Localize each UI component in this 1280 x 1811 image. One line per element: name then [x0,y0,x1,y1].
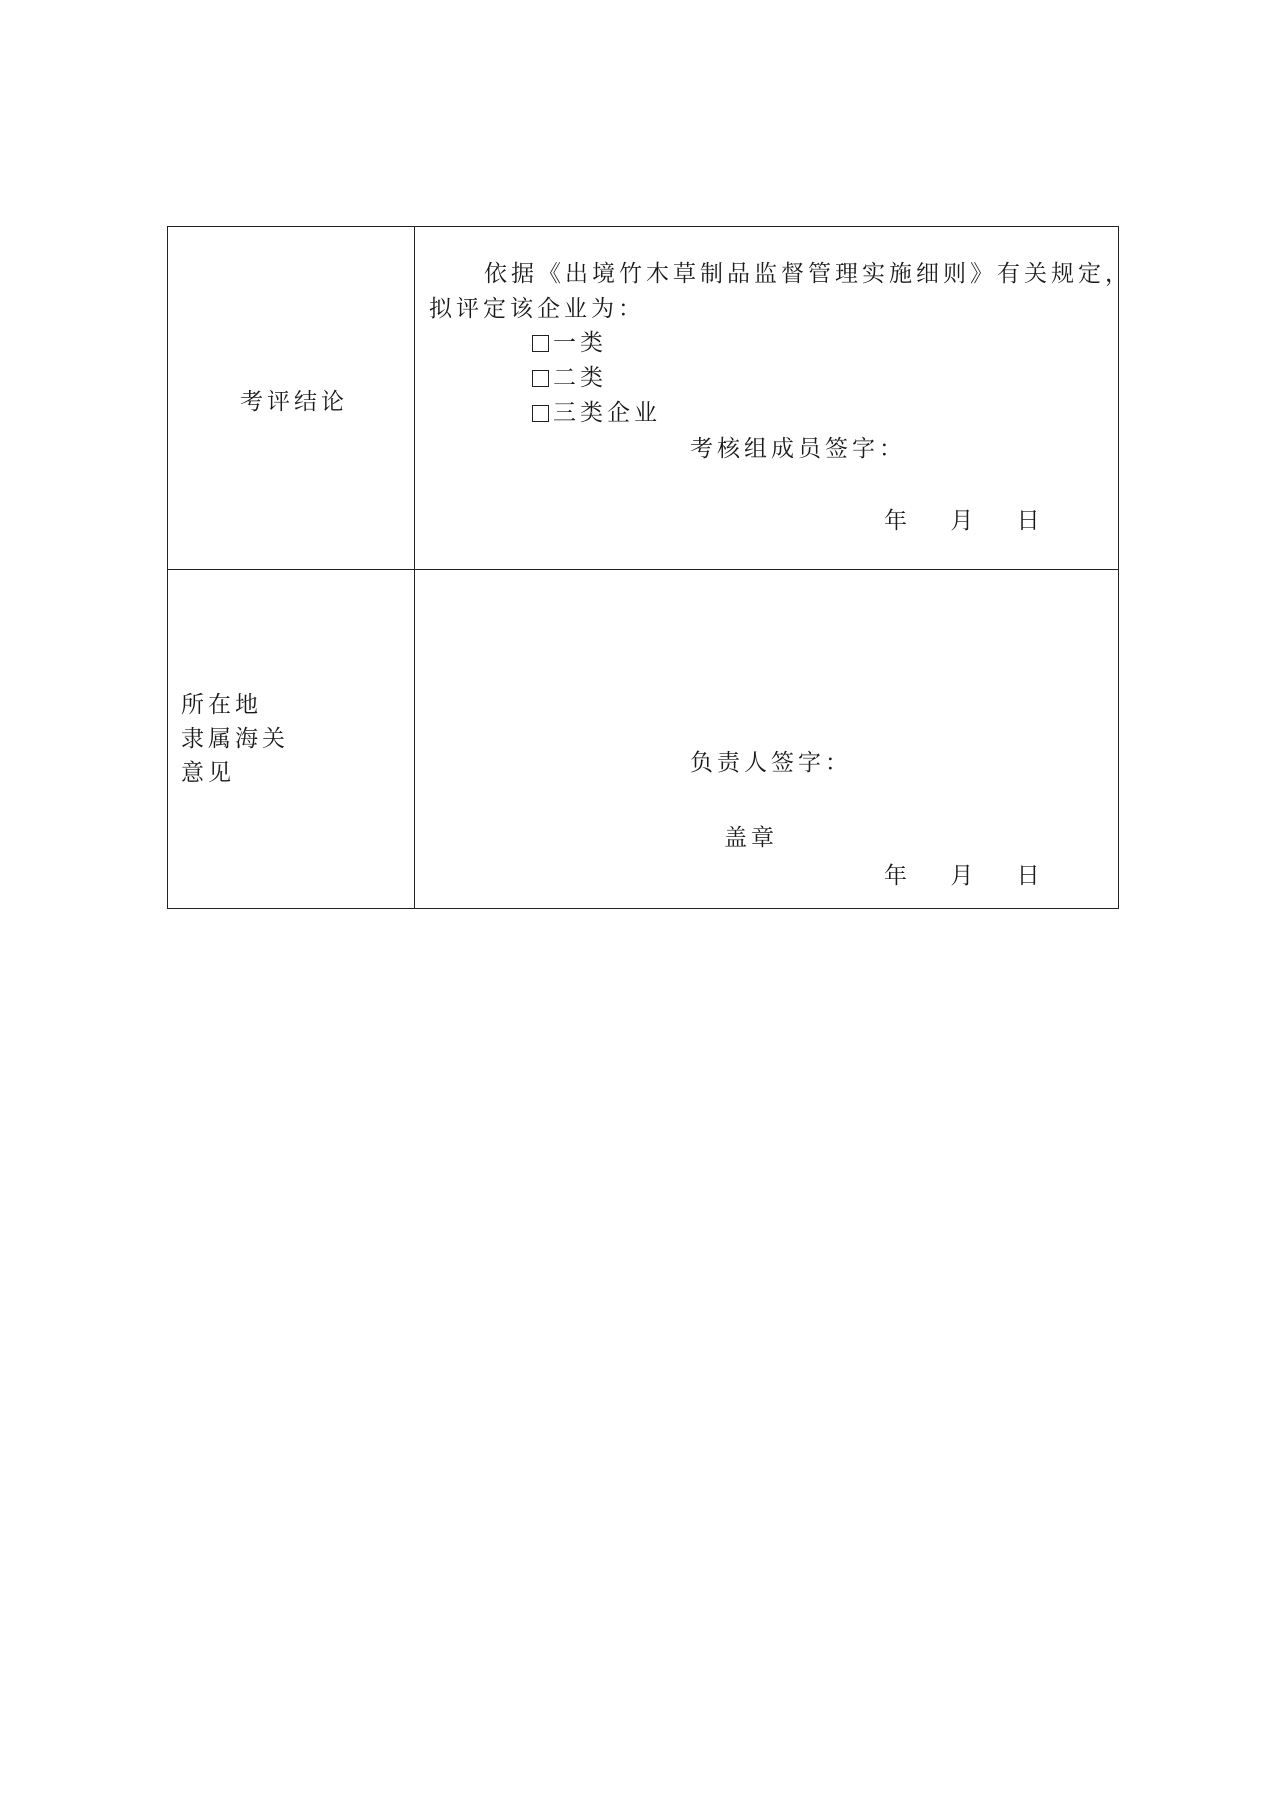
conclusion-date [884,510,1044,533]
option-class-3[interactable] [532,402,661,425]
date-year: 年 [884,863,911,889]
option-class-2[interactable] [532,367,607,390]
date-year: 年 [884,508,911,534]
opinion-label-line-3: 意见 [181,760,235,786]
basis-line-1: 依据《出境竹木草制品监督管理实施细则》有关规定， [484,261,1132,287]
option-class-1[interactable] [532,332,607,355]
checkbox-icon[interactable] [532,370,549,387]
checkbox-icon[interactable] [532,405,549,422]
seal-label: 盖章 [724,825,778,851]
opinion-label-line-1: 所在地 [181,692,262,718]
date-day: 日 [1016,863,1044,889]
opinion-label-line-2: 隶属海关 [181,726,289,752]
option-label: 二类 [553,365,607,391]
date-month: 月 [950,863,978,889]
date-month: 月 [950,508,978,534]
evaluation-form-table [167,226,1132,909]
basis-line-2: 拟评定该企业为： [429,296,645,322]
reviewer-signature-label: 考核组成员签字： [690,436,906,462]
conclusion-label: 考评结论 [240,389,348,415]
conclusion-row [168,227,1132,570]
opinion-date [884,865,1044,888]
option-label: 三类企业 [553,400,661,426]
option-label: 一类 [553,330,607,356]
checkbox-icon[interactable] [532,335,549,352]
responsible-signature-label: 负责人签字： [690,750,852,776]
customs-opinion-row [168,570,1118,910]
date-day: 日 [1016,508,1044,534]
